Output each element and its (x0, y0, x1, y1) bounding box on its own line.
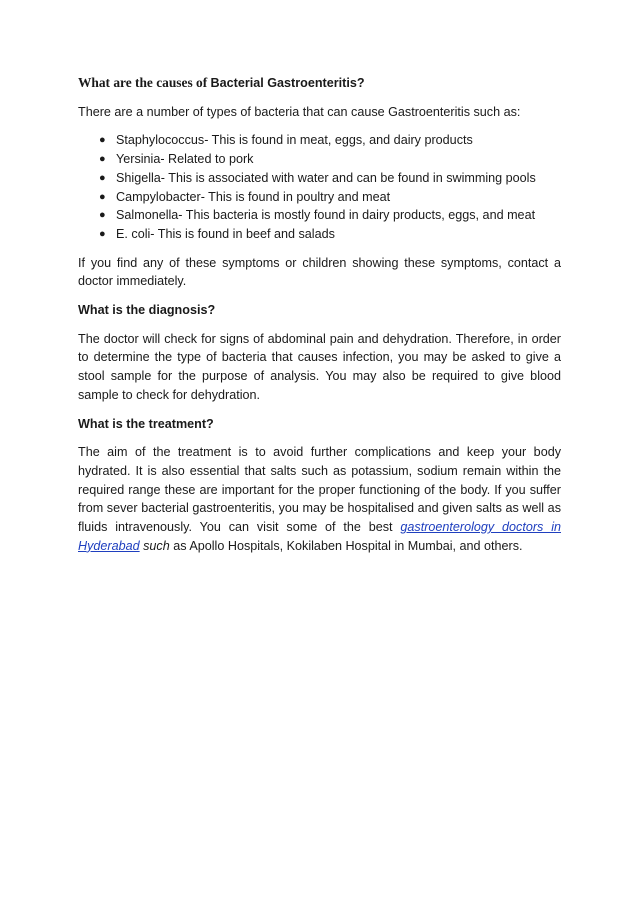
bullet-icon: ● (99, 209, 106, 222)
list-item: ● E. coli- This is found in beef and salads (78, 225, 561, 244)
list-item: ● Shigella- This is associated with water and can be found in swimming pools (78, 169, 561, 188)
heading-causes-tail: Bacterial Gastroenteritis? (210, 76, 365, 90)
list-item: ● Yersinia- Related to pork (78, 150, 561, 169)
gastroenterology-doctors-link[interactable]: gastroenterology doctors in Hyderabad (78, 520, 561, 553)
diagnosis-paragraph: The doctor will check for signs of abdominal pain and dehydration. Therefore, in order to determine the type of bacteria that causes infection, you may be asked to give a stool sample for the purpose of analysis. You may also be required to give blood sample to check for dehydration. (78, 331, 561, 402)
bullet-icon: ● (99, 171, 106, 184)
heading-causes-lead: What are the causes of (78, 75, 211, 90)
intro-paragraph: There are a number of types of bacteria that can cause Gastroenteritis such as: (78, 104, 521, 119)
treatment-paragraph (78, 443, 561, 555)
bullet-icon: ● (99, 190, 106, 203)
heading-diagnosis: What is the diagnosis? (78, 303, 216, 318)
symptoms-paragraph: If you find any of these symptoms or children showing these symptoms, contact a doctor immediately. (78, 255, 561, 289)
bullet-icon: ● (99, 227, 106, 240)
document-page (78, 74, 561, 565)
list-item: ● Salmonella- This bacteria is mostly found in dairy products, eggs, and meat (78, 206, 561, 225)
heading-causes (78, 74, 561, 93)
list-item: ● Staphylococcus- This is found in meat, eggs, and dairy products (78, 131, 561, 150)
list-item: ● Campylobacter- This is found in poultry and meat (78, 188, 561, 207)
bullet-icon: ● (99, 134, 106, 147)
treatment-italic-word: such (139, 538, 170, 553)
heading-treatment: What is the treatment? (78, 416, 214, 431)
bullet-icon: ● (99, 153, 106, 166)
treatment-text-end: as Apollo Hospitals, Kokilaben Hospital in Mumbai, and others. (169, 538, 523, 553)
treatment-text: The aim of the treatment is to avoid further complications and keep your body hydrated. It is also essential that salts such as potassium, sodium remain within the required range these are important for the proper functioning of the body. If you suffer from sever bacterial gastroenteritis, you may be hospitalised and given salts as well as fluids intravenously. You can visit some of the best (78, 445, 561, 535)
bacteria-list (78, 131, 561, 243)
